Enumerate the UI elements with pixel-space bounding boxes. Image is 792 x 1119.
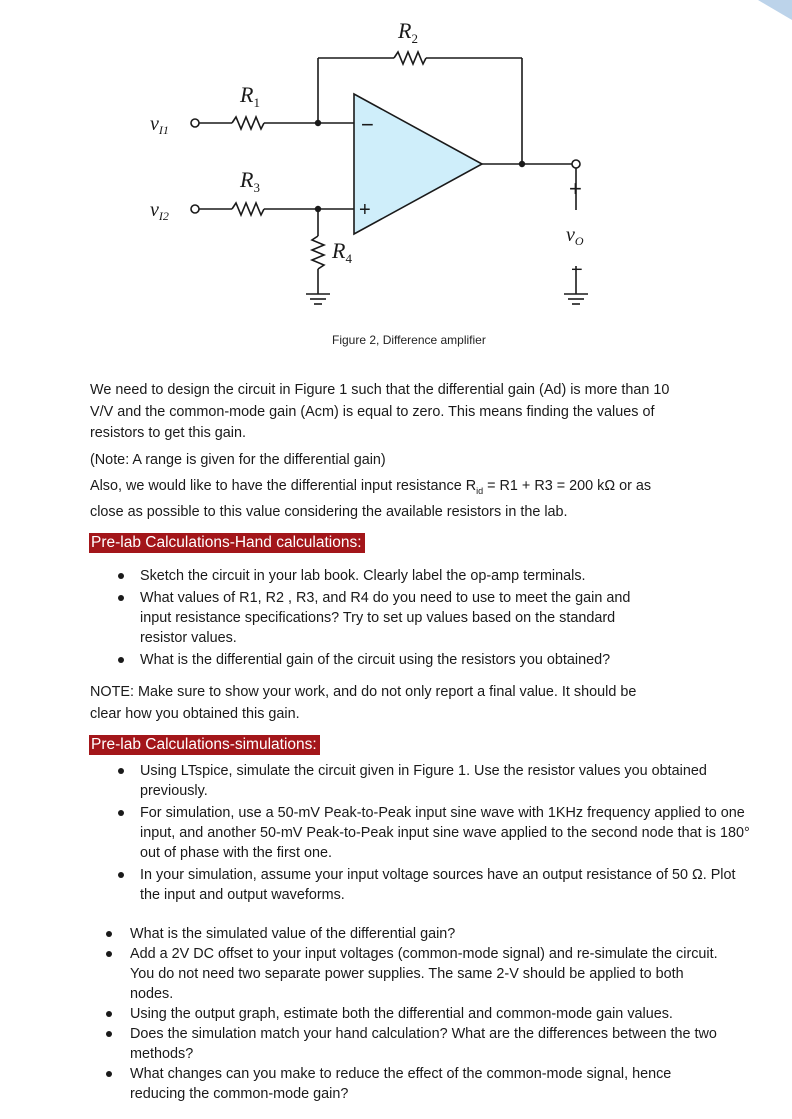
svg-text:−: − (571, 259, 583, 281)
intro-note: (Note: A range is given for the differential gain) (90, 451, 386, 468)
figure-caption: Figure 2, Difference amplifier (332, 333, 486, 347)
svg-text:R4: $R_4$ (332, 238, 352, 266)
intro-paragraph-2: Also, we would like to have the differential input resistance $R_{id} = R1 + R3 = 200$ kΩ or as close as possible to this value considering the available resistors in the lab. (90, 478, 652, 521)
r2-resistor (394, 52, 426, 64)
svg-text:+: + (359, 199, 371, 221)
svg-text:R2: $R_2$ (398, 18, 418, 46)
list-item: Add a 2V DC offset to your input voltages (common-mode signal) and re-simulate the circuit. You do not need two separate power supplies. The same 2-V should be applied to both nodes. (130, 944, 730, 1004)
page-corner-decoration (752, 0, 792, 22)
list-item: Using the output graph, estimate both the differential and common-mode gain values. (130, 1004, 730, 1024)
vi1-terminal (191, 119, 199, 127)
svg-text:vI2: $v_{I2}$ (150, 199, 169, 223)
list-item: What changes can you make to reduce the effect of the common-mode signal, hence reducing the common-mode gain? (130, 1064, 730, 1104)
section1-note: NOTE: Make sure to show your work, and do not only report a final value. It should be clear how you obtained this gain. (90, 684, 637, 722)
section-heading-simulations: Pre-lab Calculations-simulations: (89, 735, 320, 755)
svg-text:R3: $R_3$ (240, 167, 260, 195)
svg-text:R1: $R_1$ (240, 82, 260, 110)
r3-resistor (232, 203, 264, 215)
simulation-questions-list (130, 924, 730, 1104)
svg-text:−: − (361, 112, 374, 137)
intro-paragraph-1: We need to design the circuit in Figure 1 such that the differential gain (Ad) is more than 10 V/V and the common-mode gain (Acm) is equal to zero. This means finding the values of resistors to get this gain. (90, 382, 670, 441)
difference-amplifier-schematic (140, 10, 620, 330)
hand-calculation-list (140, 566, 660, 670)
list-item: What is the simulated value of the differential gain? (130, 924, 730, 944)
svg-text:vI1: $v_{I1}$ (150, 113, 169, 137)
svg-text:+: + (569, 176, 582, 201)
list-item: Does the simulation match your hand calculation? What are the differences between the two methods? (130, 1024, 730, 1064)
list-item: What values of R1, R2 , R3, and R4 do you need to use to meet the gain and input resistance specifications? Try to set up values based on the standard resistor values. (140, 588, 660, 648)
svg-text:vO: $v_O$ (566, 224, 584, 248)
list-item: Sketch the circuit in your lab book. Clearly label the op-amp terminals. (140, 566, 660, 586)
vi2-terminal (191, 205, 199, 213)
list-item: For simulation, use a 50-mV Peak-to-Peak input sine wave with 1KHz frequency applied to one input, and another 50-mV Peak-to-Peak input sine wave applied to the second node that is 180° out of phase with the first one. (140, 805, 750, 861)
section-heading-hand-calculations: Pre-lab Calculations-Hand calculations: (89, 533, 365, 553)
r1-resistor (232, 117, 264, 129)
list-item: In your simulation, assume your input voltage sources have an output resistance of 50 Ω. Plot the input and output waveforms. (140, 865, 750, 905)
vo-terminal (572, 160, 580, 168)
list-item: What is the differential gain of the circuit using the resistors you obtained? (140, 650, 660, 670)
list-item: Using LTspice, simulate the circuit given in Figure 1. Use the resistor values you obtained previously. (140, 761, 750, 801)
simulation-list (140, 761, 750, 905)
intro-text (90, 380, 670, 524)
r4-resistor (312, 236, 324, 269)
